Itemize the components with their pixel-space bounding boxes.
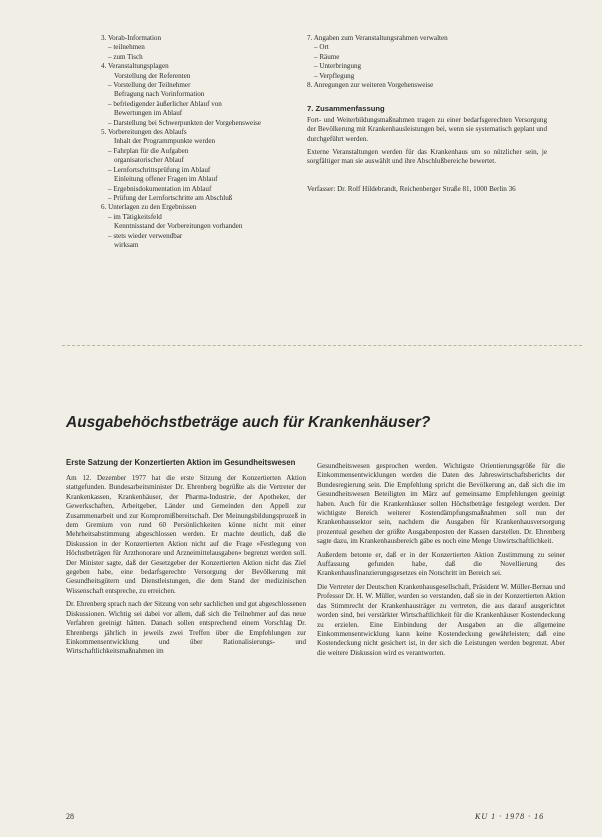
checklist-column-right (307, 34, 547, 198)
checklist-item: – Darstellung bei Schwerpunkten der Vorgehensweise (108, 118, 262, 127)
article-column-right (317, 462, 565, 662)
paragraph: Dr. Ehrenberg sprach nach der Sitzung von sehr sachlichen und gut abgeschlossenen Diskussionen. Wichtig sei dabei vor allem, daß sich die Teilnehmer auf das neue Verfahren geeinigt hätten. Danach sollen entsprechend einem Vorschlag Dr. Ehrenbergs jährlich in jeweils zwei Treffen über die Empfehlungen zur Einkommensentwicklung und über Rationalisierungs- und Wirtschaftlichkeitsmaßnahmen im (66, 600, 306, 656)
paragraph: Gesundheitswesen gesprochen werden. Wichtigste Orientierungsgröße für die Einkommensentwicklungen werden die Daten des Jahreswirtschaftsberichts der Bundesregierung sein. Die Empfehlung spricht die Bevölkerung an, daß sich die im Gesundheitswesen Beteiligten im März auf gemeinsame Empfehlungen geeinigt haben. Auch für die Krankenhäuser sollen Höchstbeträge festgelegt werden. Der wichtigste Bereich weiterer Kostendämpfungsmaßnahmen soll nun der Krankenhaussektor sein, nachdem die Ausgaben für Krankenhausversorgung prozentual gesehen der größte Ausgabenposten der Kassen darstellen. Dr. Ehrenberg sagte dazu, im Krankenhausbereich gäbe es noch eine Menge Unwirtschaftlichkeit. (317, 462, 565, 546)
paragraph: Außerdem betonte er, daß er in der Konzertierten Aktion Zustimmung zu seiner Auffassung gefunden habe, daß die Novellierung des Krankenhausfinanzierungsgesetzes ein Notschritt im Bereich sei. (317, 550, 565, 578)
checklist-column-left (101, 34, 301, 250)
checklist-item: wirksam (114, 240, 139, 249)
checklist-item: – Unterbringung (314, 62, 362, 71)
checklist-item: – Räume (314, 52, 340, 61)
checklist-item: Kenntnisstand der Vorbereitungen vorhanden (114, 222, 243, 231)
checklist-item: – Lernfortschrittsprüfung im Ablauf (108, 165, 211, 174)
article-left-text (66, 474, 306, 657)
paragraph: Externe Veranstaltungen werden für das Krankenhaus um so nützlicher sein, je sorgfältiger man sie auswählt und ihre Abschlußbereiche bewertet. (307, 148, 547, 166)
checklist-item: – im Tätigkeitsfeld (108, 212, 162, 221)
checklist-item: – Verpflegung (314, 71, 355, 80)
checklist-item: Inhalt der Programmpunkte werden (114, 137, 216, 146)
summary-heading: 7. Zusammenfassung (307, 104, 385, 114)
checklist-item: – Prüfung der Lernfortschritte am Abschluß (108, 193, 233, 202)
paragraph: Die Vertreter der Deutschen Krankenhausgesellschaft, Präsident W. Müller-Bernau und Professor Dr. H. W. Müller, wurden so verstanden, daß sie in der Konzertierten Aktion das Stimmrecht der Krankenhausträger zu vertreten, die aus darauf ausgerichtet worden sind, bei verstärkter Wirtschaftlichkeit für die Krankenhäuser Kostendeckung zu erzielen. Eine Einbindung der Ausgaben an die allgemeine Einkommensentwicklung kann keine Kostendeckung gewährleisten; daß eine Kostendeckung nicht gesichert ist, in der sich die Leistungen werden begrenzt. Aber die weitere Diskussion wird es verantworten. (317, 582, 565, 657)
checklist-right-items (307, 34, 547, 90)
checklist-item: Vorstellung der Referenten (114, 71, 191, 80)
paragraph: Am 12. Dezember 1977 hat die erste Sitzung der Konzertierten Aktion stattgefunden. Bundesarbeitsminister Dr. Ehrenberg begrüßte als die Vertreter der Krankenkassen, Krankenhäuser, der Pharma-Industrie, der Apotheker, der Gewerkschaften, Arbeitgeber, Länder und Gemeinden den Appell zur Zusammenarbeit und zur Kompromißbereitschaft. Der Meinungsbildungsprozeß in dem Gremium von rund 60 Persönlichkeiten könne nicht mit einer Mehrheitsabstimmung abgeschlossen werden. Er machte deutlich, daß die Diskussion in der Konzertierten Aktion nicht auf die Frage »Festlegung von Höchstbeträgen für Arzthonorare und Arzneimittelausgaben« begrenzt werden soll. Der Minister sagte, daß der Gesetzgeber der Konzertierten Aktion nicht das Ziel gegeben habe, eine bedarfsgerechte Versorgung der Bevölkerung mit Gesundheitsgütern und Dienstleistungen, die dem Stand der medizinischen Wissenschaft entspreche, zu erreichen. (66, 474, 306, 595)
checklist-item: Einleitung offener Fragen im Ablauf (114, 175, 218, 184)
article-headline: Ausgabehöchstbeträge auch für Krankenhäuser? (66, 414, 431, 431)
checklist-item: – befriedigender äußerlicher Ablauf von (108, 99, 222, 108)
checklist-item: 5. Vorbereitungen des Ablaufs (101, 128, 187, 137)
article-subheading: Erste Satzung der Konzertierten Aktion im Gesundheitswesen (66, 458, 296, 467)
checklist-item: – stets wieder verwendbar (108, 231, 183, 240)
checklist-item: 7. Angaben zum Veranstaltungsrahmen verwalten (307, 34, 448, 42)
checklist-item: organisatorischer Ablauf (114, 156, 184, 165)
checklist-item: – Vorstellung der Teilnehmer (108, 81, 191, 90)
checklist-item: 6. Unterlagen zu den Ergebnissen (101, 203, 197, 212)
checklist-item: – zum Tisch (108, 52, 143, 61)
checklist-item: 8. Anregungen zur weiteren Vorgehensweise (307, 81, 434, 90)
checklist-item: 4. Veranstaltungsplagen (101, 62, 169, 71)
section-divider (62, 345, 582, 346)
page-number: 28 (66, 812, 74, 821)
checklist-item: – Fahrplan für die Aufgaben (108, 146, 189, 155)
author-address: Verfasser: Dr. Rolf Hildebrandt, Reichenberger Straße 81, 1000 Berlin 36 (307, 184, 516, 193)
paragraph: Fort- und Weiterbildungsmaßnahmen tragen zu einer bedarfsgerechten Versorgung der Bevölkerung mit Krankenhausleistungen bei, wenn sie systematisch geplant und durchgeführt werden. (307, 115, 547, 143)
checklist-item: 3. Vorab-Information (101, 34, 162, 42)
checklist-item: – teilnehmen (108, 43, 145, 52)
summary-text (307, 116, 547, 167)
checklist-item: Bewertungen im Ablauf (114, 109, 183, 118)
checklist-item: – Ergebnisdokumentation im Ablauf (108, 184, 212, 193)
journal-reference: KU 1 · 1978 · 16 (475, 812, 545, 821)
checklist-item: Befragung nach Vorinformation (114, 90, 205, 99)
checklist-item: – Ort (314, 43, 329, 52)
article-column-left (66, 458, 306, 661)
